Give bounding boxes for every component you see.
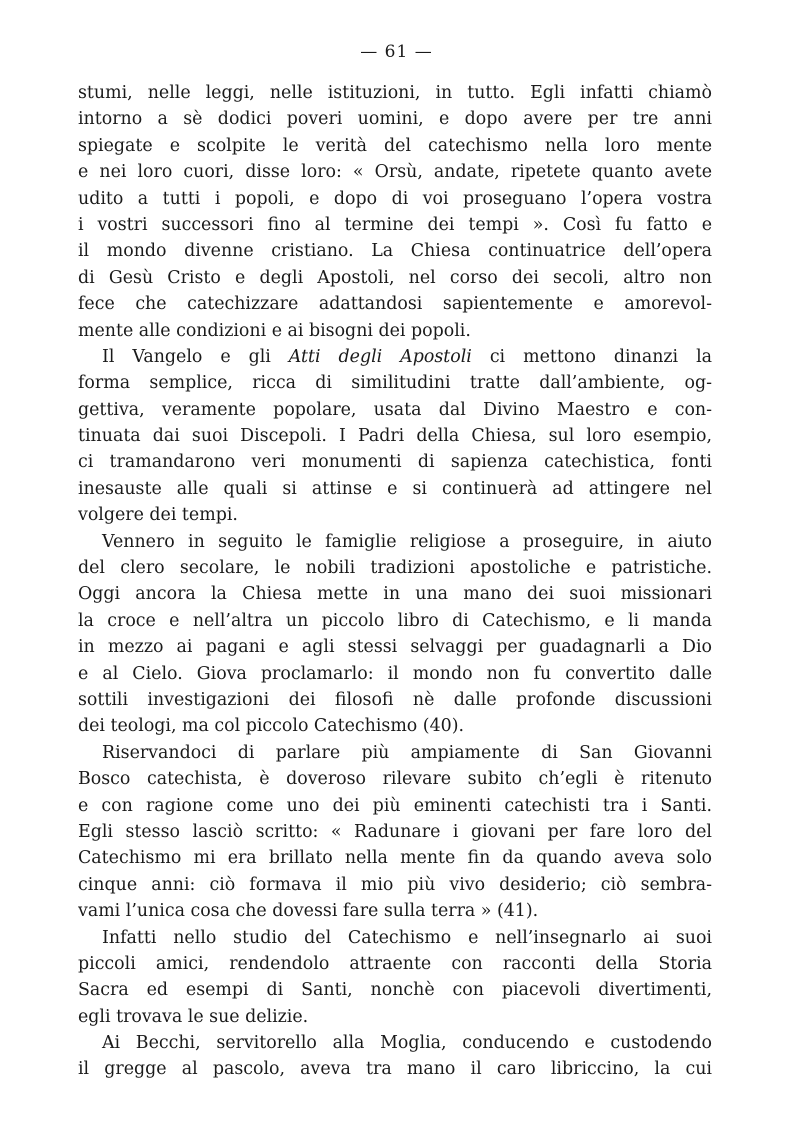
text-line (78, 344, 712, 370)
text-line: e con ragione come uno dei più eminenti catechisti tra i Santi. (78, 795, 712, 816)
text-line: Riservandoci di parlare più ampiamente di San Giovanni (102, 742, 712, 763)
text-line: fece che catechizzare adattandosi sapientemente e amorevol- (78, 294, 712, 315)
text-line: forma semplice, ricca di similitudini tratte dall’ambiente, og- (78, 373, 712, 394)
text-line: mente alle condizioni e ai bisogni dei popoli. (78, 320, 471, 341)
text-line: tinuata dai suoi Discepoli. I Padri della Chiesa, sul loro esempio, (78, 426, 712, 447)
text-segment: Il Vangelo e gli (102, 346, 289, 367)
text-line: inesauste alle quali si attinse e si continuerà ad attingere nel (78, 478, 712, 499)
text-line: Oggi ancora la Chiesa mette in una mano dei suoi missionari (78, 584, 712, 605)
text-line: ci tramandarono veri monumenti di sapienza catechistica, fonti (78, 452, 712, 473)
text-line: Ai Becchi, servitorello alla Moglia, conducendo e custodendo (102, 1033, 712, 1054)
body-text (78, 80, 712, 1083)
text-line: e al Cielo. Giova proclamarlo: il mondo non fu convertito dalle (78, 663, 712, 684)
text-line: Vennero in seguito le famiglie religiose a proseguire, in aiuto (102, 531, 712, 552)
text-line: di Gesù Cristo e degli Apostoli, nel corso dei secoli, altro non (78, 267, 712, 288)
text-line: il gregge al pascolo, aveva tra mano il caro libriccino, la cui (78, 1059, 712, 1080)
text-line: egli trovava le sue delizie. (78, 1006, 309, 1027)
page-number: — 61 — (360, 42, 433, 62)
text-line: sottili investigazioni dei filosofi nè dalle profonde discussioni (78, 689, 712, 710)
text-line: cinque anni: ciò formava il mio più vivo desiderio; ciò sembra- (78, 874, 712, 895)
text-line: stumi, nelle leggi, nelle istituzioni, in tutto. Egli infatti chiamò (78, 83, 712, 103)
text-line: in mezzo ai pagani e agli stessi selvaggi per guadagnarli a Dio (78, 637, 712, 658)
text-line: Sacra ed esempi di Santi, nonchè con piacevoli divertimenti, (78, 980, 712, 1001)
text-segment: ci mettono dinanzi la (471, 346, 712, 367)
text-line: dei teologi, ma col piccolo Catechismo (40). (78, 716, 465, 737)
text-line: del clero secolare, le nobili tradizioni apostoliche e patristiche. (78, 558, 712, 579)
text-line: il mondo divenne cristiano. La Chiesa continuatrice dell’opera (78, 241, 712, 262)
text-line: spiegate e scolpite le verità del catechismo nella loro mente (78, 135, 712, 156)
text-line: volgere dei tempi. (78, 505, 238, 526)
text-line: udito a tutti i popoli, e dopo di voi proseguano l’opera vostra (78, 188, 712, 209)
text-line: Catechismo mi era brillato nella mente fin da quando aveva solo (78, 848, 712, 869)
text-line: Egli stesso lasciò scritto: « Radunare i giovani per fare loro del (78, 821, 712, 842)
text-line: e nei loro cuori, disse loro: « Orsù, andate, ripetete quanto avete (78, 162, 712, 183)
text-line: Infatti nello studio del Catechismo e nell’insegnarlo ai suoi (102, 927, 712, 948)
book-title: Atti degli Apostoli (288, 346, 472, 367)
text-line: intorno a sè dodici poveri uomini, e dopo avere per tre anni (78, 109, 712, 130)
text-line: vami l’unica cosa che dovessi fare sulla terra » (41). (78, 901, 539, 922)
text-line: Bosco catechista, è doveroso rilevare subito ch’egli è ritenuto (78, 769, 712, 790)
text-line: la croce e nell’altra un piccolo libro di Catechismo, e li manda (78, 610, 712, 631)
text-line: i vostri successori fino al termine dei tempi ». Così fu fatto e (78, 214, 712, 235)
text-line: gettiva, veramente popolare, usata dal Divino Maestro e con- (78, 399, 712, 420)
text-line: piccoli amici, rendendolo attraente con racconti della Storia (78, 953, 712, 974)
